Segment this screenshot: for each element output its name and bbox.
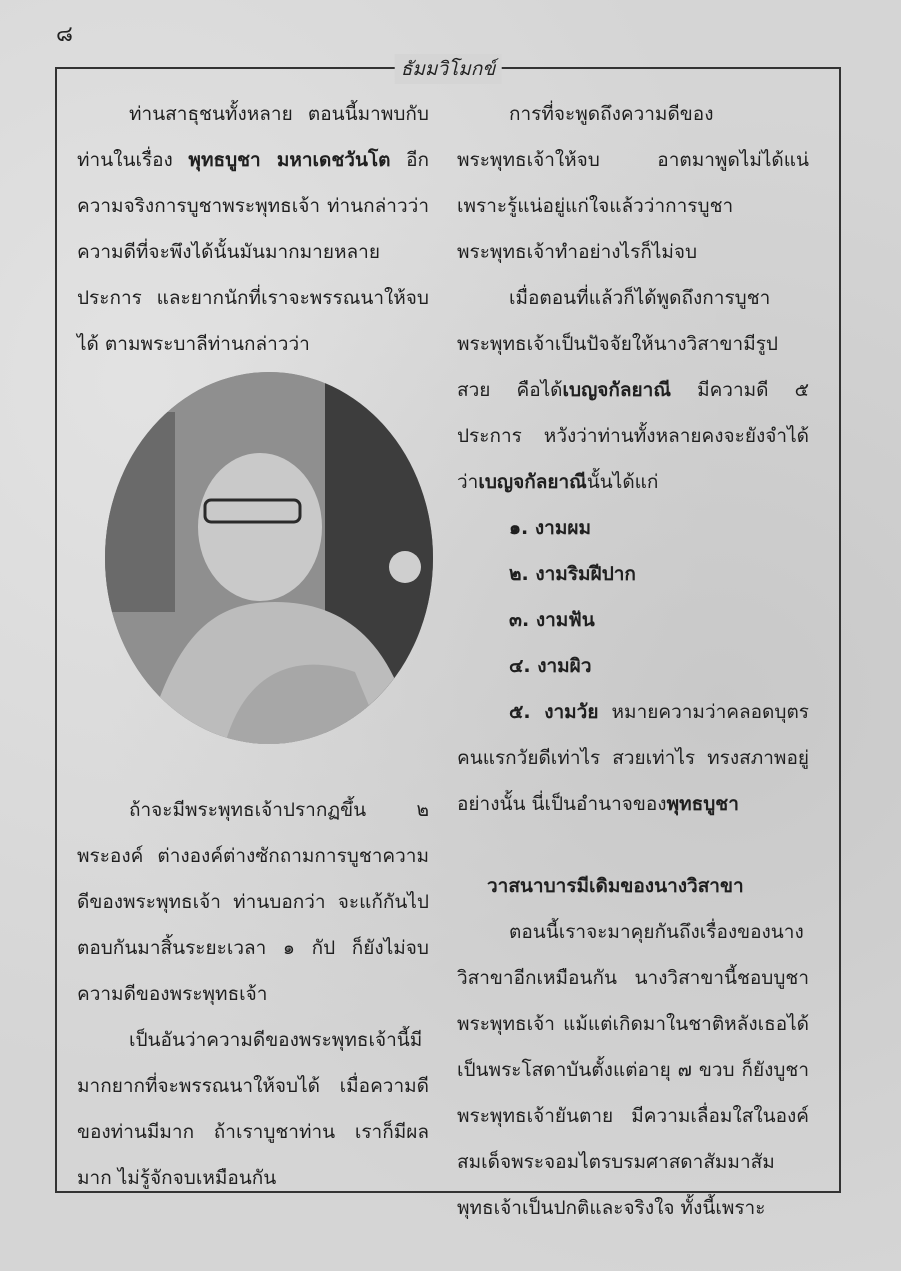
list-item: ๔. งามผิว xyxy=(509,655,592,677)
right-p2-text-a: เมื่อตอนที่แล้วก็ได้พูดถึงการบูชาพระพุทธเจ้าเป็นปัจจัยให้นางวิสาขามีรูปสวย คือได้ xyxy=(457,287,778,401)
monk-photo-illustration xyxy=(105,372,433,744)
item5-bold: ๕. งามวัย xyxy=(509,701,599,723)
left-intro-text: ท่านสาธุชนทั้งหลาย ตอนนี้มาพบกับท่านในเรื่อง xyxy=(77,103,429,171)
header-title: ธัมมวิโมกข์ xyxy=(395,54,502,84)
monk-photo xyxy=(105,372,433,744)
list-item-5 xyxy=(457,689,809,827)
right-p2-text-c: นั้นได้แก่ xyxy=(586,471,659,493)
right-paragraph-1: การที่จะพูดถึงความดีของพระพุทธเจ้าให้จบ อาตมาพูดไม่ได้แน่ เพราะรู้แน่อยู่แก่ใจแล้วว่าการบูชาพระพุทธเจ้าทำอย่างไรก็ไม่จบ xyxy=(457,103,809,263)
right-paragraph-3: ตอนนี้เราจะมาคุยกันถึงเรื่องของนางวิสาขาอีกเหมือนกัน นางวิสาขานี้ชอบบูชาพระพุทธเจ้า แม้แต่เกิดมาในชาติหลังเธอได้เป็นพระโสดาบันตั้งแต่อายุ ๗ ขวบ ก็ยังบูชาพระพุทธเจ้ายันตาย มีความเลื่อมใสในองค์สมเด็จพระจอมไตรบรมศาสดาสัมมาสัมพุทธเจ้าเป็นปกติและจริงใจ ทั้งนี้เพราะ xyxy=(457,921,809,1219)
left-paragraph-3: เป็นอันว่าความดีของพระพุทธเจ้านี้มีมากยากที่จะพรรณนาให้จบได้ เมื่อความดีของท่านมีมาก ถ้าเราบูชาท่าน เราก็มีผลมาก ไม่รู้จักจบเหมือนกัน xyxy=(77,1029,429,1189)
right-p2-text-b: มีความดี ๕ ประการ หวังว่าท่านทั้งหลายคงจะยังจำได้ว่า xyxy=(457,379,809,493)
list-item: ๒. งามริมฝีปาก xyxy=(509,563,636,585)
item5-text: หมายความว่าคลอดบุตรคนแรกวัยดีเท่าไร สวยเท่าไร ทรงสภาพอยู่อย่างนั้น นี่เป็นอำนาจของ xyxy=(457,701,809,815)
left-intro-rest: อีกความจริงการบูชาพระพุทธเจ้า ท่านกล่าวว่าความดีที่จะพึงได้นั้นมันมากมายหลายประการ และยากนักที่เราจะพรรณนาให้จบได้ ตามพระบาลีท่านกล่าวว่า xyxy=(77,149,429,355)
section-heading: วาสนาบารมีเดิมของนางวิสาขา xyxy=(487,875,744,897)
right-column xyxy=(457,91,809,1231)
beauty-list xyxy=(457,505,809,689)
page-number: ๘ xyxy=(56,22,73,47)
left-paragraph-2: ถ้าจะมีพระพุทธเจ้าปรากฏขึ้น ๒ พระองค์ ต่างองค์ต่างซักถามการบูชาความดีของพระพุทธเจ้า ท่านบอกว่า จะแก้กันไปตอบกันมาสิ้นระยะเวลา ๑ กัป ก็ยังไม่จบความดีของพระพุทธเจ้า xyxy=(77,799,429,1005)
right-paragraph-2 xyxy=(457,275,809,505)
left-lower-column xyxy=(77,787,429,1201)
item5-end: พุทธบูชา xyxy=(666,793,739,815)
list-item: ๑. งามผม xyxy=(509,517,592,539)
right-p2-bold-2: เบญจกัลยาณี xyxy=(478,471,587,493)
left-intro-paragraph xyxy=(77,91,429,367)
left-intro-bold: พุทธบูชา มหาเดชวันโต xyxy=(188,149,391,171)
list-item: ๓. งามฟัน xyxy=(509,609,595,631)
right-p2-bold: เบญจกัลยาณี xyxy=(562,379,671,401)
left-column xyxy=(77,91,429,367)
